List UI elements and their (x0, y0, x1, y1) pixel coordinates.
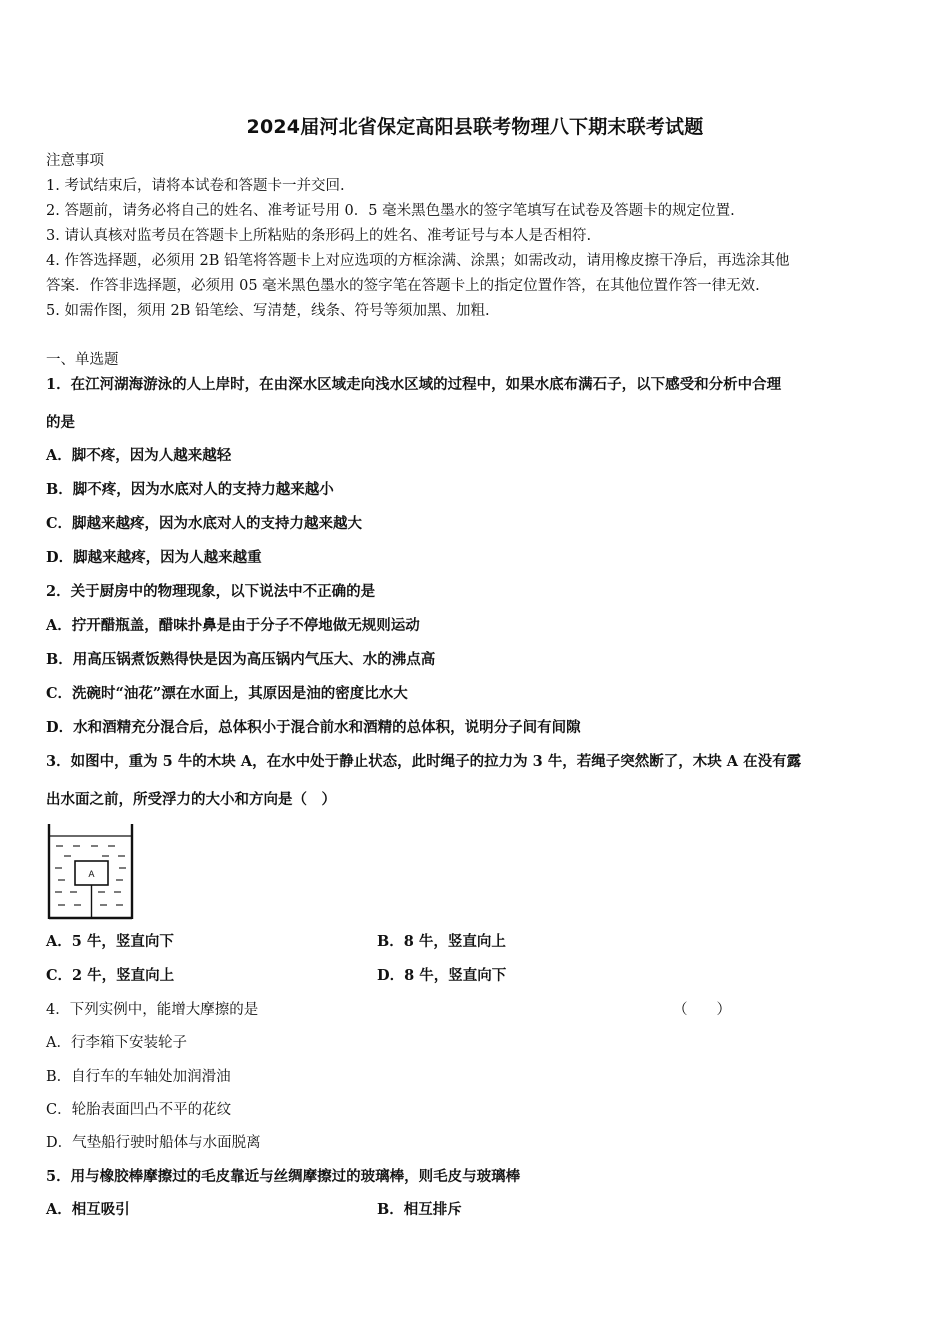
q1-option-d: D．脚越来越疼，因为人越来越重 (46, 549, 262, 566)
water-container-diagram (46, 822, 136, 922)
q2-option-c: C．洗碗时“油花”漂在水面上，其原因是油的密度比水大 (46, 685, 408, 702)
q4-option-a: A．行李箱下安装轮子 (46, 1035, 187, 1051)
q2-option-b: B．用高压锅煮饭熟得快是因为高压锅内气压大、水的沸点高 (46, 651, 436, 668)
q4-stem: 4．下列实例中，能增大摩擦的是 (46, 1002, 259, 1018)
q5-stem: 5．用与橡胶棒摩擦过的毛皮靠近与丝绸摩擦过的玻璃棒，则毛皮与玻璃棒 (46, 1168, 521, 1185)
q3-option-d: D．8 牛，竖直向下 (377, 967, 507, 984)
q3-container-figure (46, 822, 136, 922)
q5-option-a: A．相互吸引 (46, 1201, 130, 1218)
q5-option-b: B．相互排斥 (377, 1201, 462, 1218)
exam-title: 2024届河北省保定高阳县联考物理八下期末联考试题 (246, 116, 704, 138)
notice-item: 答案．作答非选择题，必须用 05 毫米黑色墨水的签字笔在答题卡上的指定位置作答，在其他位置作答一律无效. (46, 278, 760, 294)
notice-item: 1. 考试结束后，请将本试卷和答题卡一并交回. (46, 178, 345, 194)
q3-option-a: A．5 牛，竖直向下 (46, 933, 174, 950)
q1-option-a: A．脚不疼，因为人越来越轻 (46, 447, 232, 464)
notice-item: 5. 如需作图，须用 2B 铅笔绘、写清楚，线条、符号等须加黑、加粗. (46, 303, 490, 319)
q1-option-b: B．脚不疼，因为水底对人的支持力越来越小 (46, 481, 334, 498)
q4-option-c: C．轮胎表面凹凸不平的花纹 (46, 1102, 232, 1118)
q4-option-d: D．气垫船行驶时船体与水面脱离 (46, 1135, 261, 1151)
q2-option-a: A．拧开醋瓶盖，醋味扑鼻是由于分子不停地做无规则运动 (46, 617, 420, 634)
section-heading: 一、单选题 (46, 352, 119, 368)
q1-stem: 1．在江河湖海游泳的人上岸时，在由深水区域走向浅水区域的过程中，如果水底布满石子，以下感受和分析中合理 (46, 376, 782, 393)
notice-item: 3. 请认真核对监考员在答题卡上所粘贴的条形码上的姓名、准考证号与本人是否相符. (46, 228, 592, 244)
q4-answer-paren: （ ） (673, 1002, 731, 1018)
q2-option-d: D．水和酒精充分混合后，总体积小于混合前水和酒精的总体积，说明分子间有间隙 (46, 719, 581, 736)
notice-item: 2. 答题前，请务必将自己的姓名、准考证号用 0．5 毫米黑色墨水的签字笔填写在试卷及答题卡的规定位置. (46, 203, 735, 219)
q3-option-b: B．8 牛，竖直向上 (377, 933, 506, 950)
q3-stem-cont: 出水面之前，所受浮力的大小和方向是（ ） (46, 791, 336, 808)
q3-stem: 3．如图中，重为 5 牛的木块 A，在水中处于静止状态，此时绳子的拉力为 3 牛，若绳子突然断了，木块 A 在没有露 (46, 753, 802, 770)
q4-option-b: B．自行车的车轴处加润滑油 (46, 1069, 231, 1085)
block-label: A (88, 870, 95, 880)
q1-stem-cont: 的是 (46, 414, 75, 431)
q1-option-c: C．脚越来越疼，因为水底对人的支持力越来越大 (46, 515, 363, 532)
notice-heading: 注意事项 (46, 153, 104, 169)
notice-item: 4. 作答选择题，必须用 2B 铅笔将答题卡上对应选项的方框涂满、涂黑；如需改动，请用橡皮擦干净后，再选涂其他 (46, 253, 790, 269)
q2-stem: 2．关于厨房中的物理现象，以下说法中不正确的是 (46, 583, 376, 600)
q3-option-c: C．2 牛，竖直向上 (46, 967, 175, 984)
